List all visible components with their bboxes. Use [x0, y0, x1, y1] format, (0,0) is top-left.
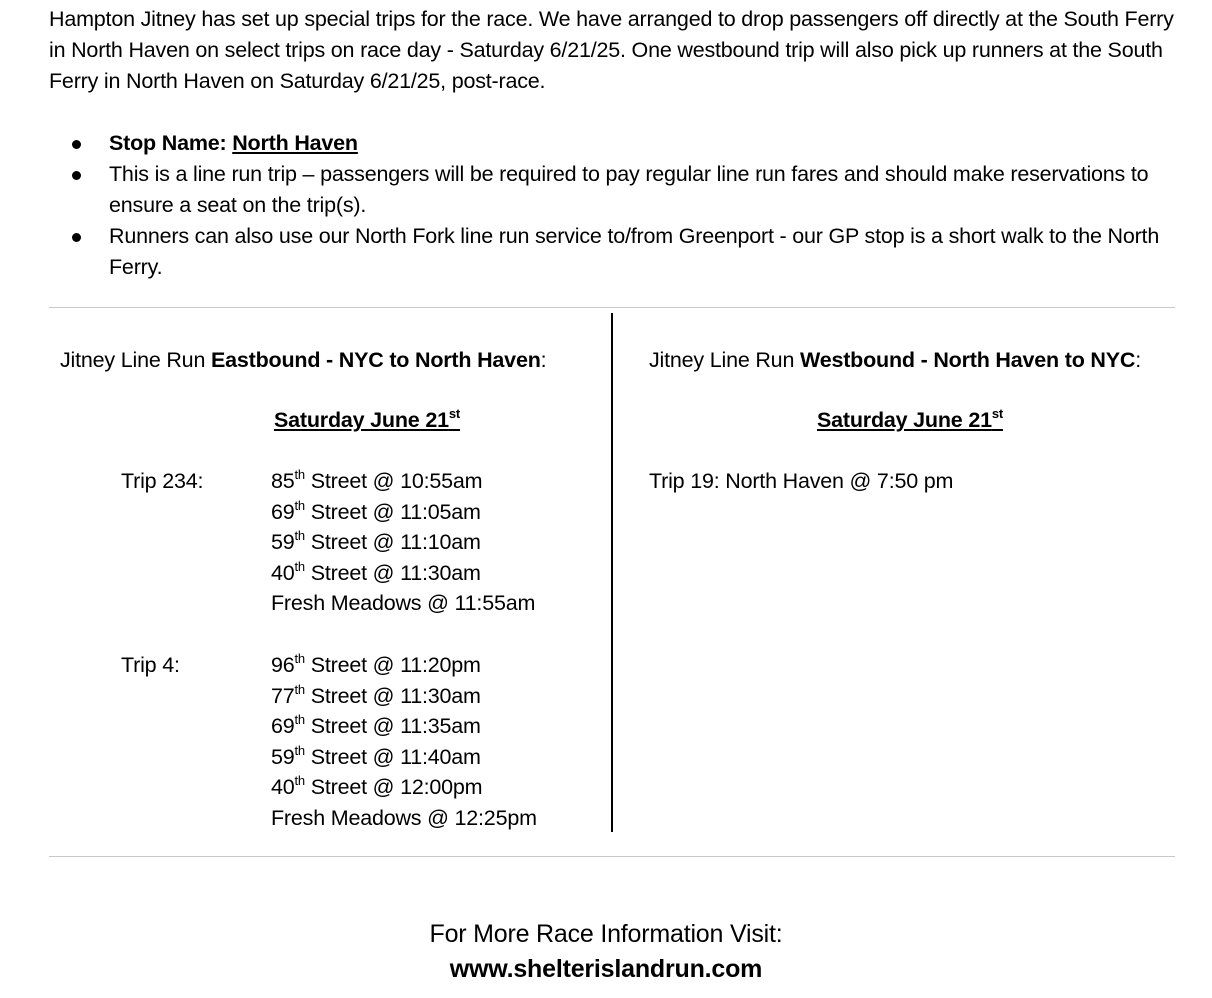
stop-number: 85: [271, 469, 295, 493]
trip-234-stops: [271, 466, 535, 619]
stop-line: [271, 558, 535, 589]
westbound-suffix: :: [1135, 348, 1141, 372]
intro-paragraph: Hampton Jitney has set up special trips for the race. We have arranged to drop passengers off directly at the South Ferry in North Haven on select trips on race day - Saturday 6/21/25. One westbound trip will also pick up runners at the South Ferry in North Haven on Saturday 6/21/25, post-race.: [49, 7, 1174, 93]
stop-line: [271, 497, 535, 528]
stop-ordinal: th: [294, 497, 305, 513]
stop-ordinal: th: [294, 773, 305, 789]
stop-time: Street @ 11:40am: [304, 744, 481, 769]
stop-number: 69: [271, 714, 295, 739]
stop-time: Street @ 12:00pm: [304, 775, 483, 800]
bullet-dot-icon: [72, 233, 81, 242]
info-bullet-list: [49, 128, 1179, 283]
westbound-day-sup: st: [991, 406, 1004, 421]
top-divider: [49, 307, 1175, 308]
column-divider: [611, 313, 613, 832]
stop-number: 40: [271, 775, 295, 800]
stop-ordinal: th: [294, 528, 305, 544]
footer-url-link[interactable]: www.shelterislandrun.com: [449, 955, 763, 983]
stop-line: [271, 466, 535, 497]
bullet-dot-icon: [72, 140, 81, 149]
eastbound-heading: [60, 345, 546, 375]
stop-ordinal: th: [294, 681, 305, 697]
bottom-divider: [49, 856, 1175, 857]
bullet-line-run: [49, 159, 1179, 221]
stop-ordinal: th: [294, 467, 305, 482]
eastbound-direction: Eastbound - NYC to North Haven: [210, 348, 541, 372]
stop-number: 59: [271, 530, 295, 555]
bullet-stop-name: [49, 128, 1179, 159]
bullet-dot-icon: [72, 171, 81, 180]
stop-ordinal: th: [294, 651, 305, 666]
stop-line: [271, 803, 537, 834]
stop-time: Fresh Meadows @ 11:55am: [271, 591, 536, 616]
stop-ordinal: th: [294, 712, 305, 728]
trip-4-label: Trip 4:: [121, 653, 180, 677]
bullet-north-fork: [49, 221, 1179, 283]
stop-line: [271, 742, 537, 773]
stop-ordinal: th: [294, 742, 305, 758]
westbound-heading: [649, 345, 1141, 375]
trip-19-text: Trip 19: North Haven @ 7:50 pm: [649, 469, 954, 493]
stop-line: [271, 527, 535, 558]
stop-ordinal: th: [294, 558, 305, 574]
line-run-text: This is a line run trip – passengers will be required to pay regular line run fares and should make reservations to ensure a seat on the trip(s).: [109, 162, 1149, 217]
stop-line: [271, 650, 537, 681]
eastbound-suffix: :: [540, 348, 547, 372]
north-fork-text: Runners can also use our North Fork line run service to/from Greenport - our GP stop is a short walk to the North Ferry.: [109, 224, 1160, 279]
stop-time: Street @ 10:55am: [304, 469, 483, 493]
stop-line: [271, 772, 537, 803]
stop-time: Street @ 11:30am: [304, 683, 481, 708]
eastbound-day-text: Saturday June 21: [274, 408, 449, 432]
westbound-day: [817, 405, 1003, 435]
eastbound-day-sup: st: [448, 406, 461, 421]
stop-number: 77: [271, 683, 295, 708]
stop-time: Fresh Meadows @ 12:25pm: [271, 805, 537, 830]
westbound-day-text: Saturday June 21: [817, 408, 992, 432]
stop-number: 40: [271, 560, 295, 585]
trip-234-label: Trip 234:: [121, 469, 204, 493]
stop-line: [271, 588, 535, 619]
westbound-direction: Westbound - North Haven to NYC: [799, 348, 1136, 372]
westbound-prefix: Jitney Line Run: [649, 348, 800, 372]
footer-visit-text: For More Race Information Visit:: [429, 920, 783, 948]
stop-time: Street @ 11:35am: [304, 714, 481, 739]
stop-time: Street @ 11:10am: [304, 530, 481, 555]
stop-line: [271, 681, 537, 712]
stop-number: 59: [271, 744, 295, 769]
eastbound-day: [274, 405, 460, 435]
stop-name-label: Stop Name:: [109, 131, 233, 155]
eastbound-prefix: Jitney Line Run: [60, 348, 211, 372]
stop-name-value: North Haven: [232, 131, 358, 155]
stop-line: [271, 711, 537, 742]
trip-4-stops: [271, 650, 537, 834]
stop-time: Street @ 11:20pm: [304, 653, 481, 677]
stop-number: 96: [271, 653, 295, 677]
stop-time: Street @ 11:05am: [304, 499, 481, 524]
stop-number: 69: [271, 499, 295, 524]
stop-time: Street @ 11:30am: [304, 560, 481, 585]
